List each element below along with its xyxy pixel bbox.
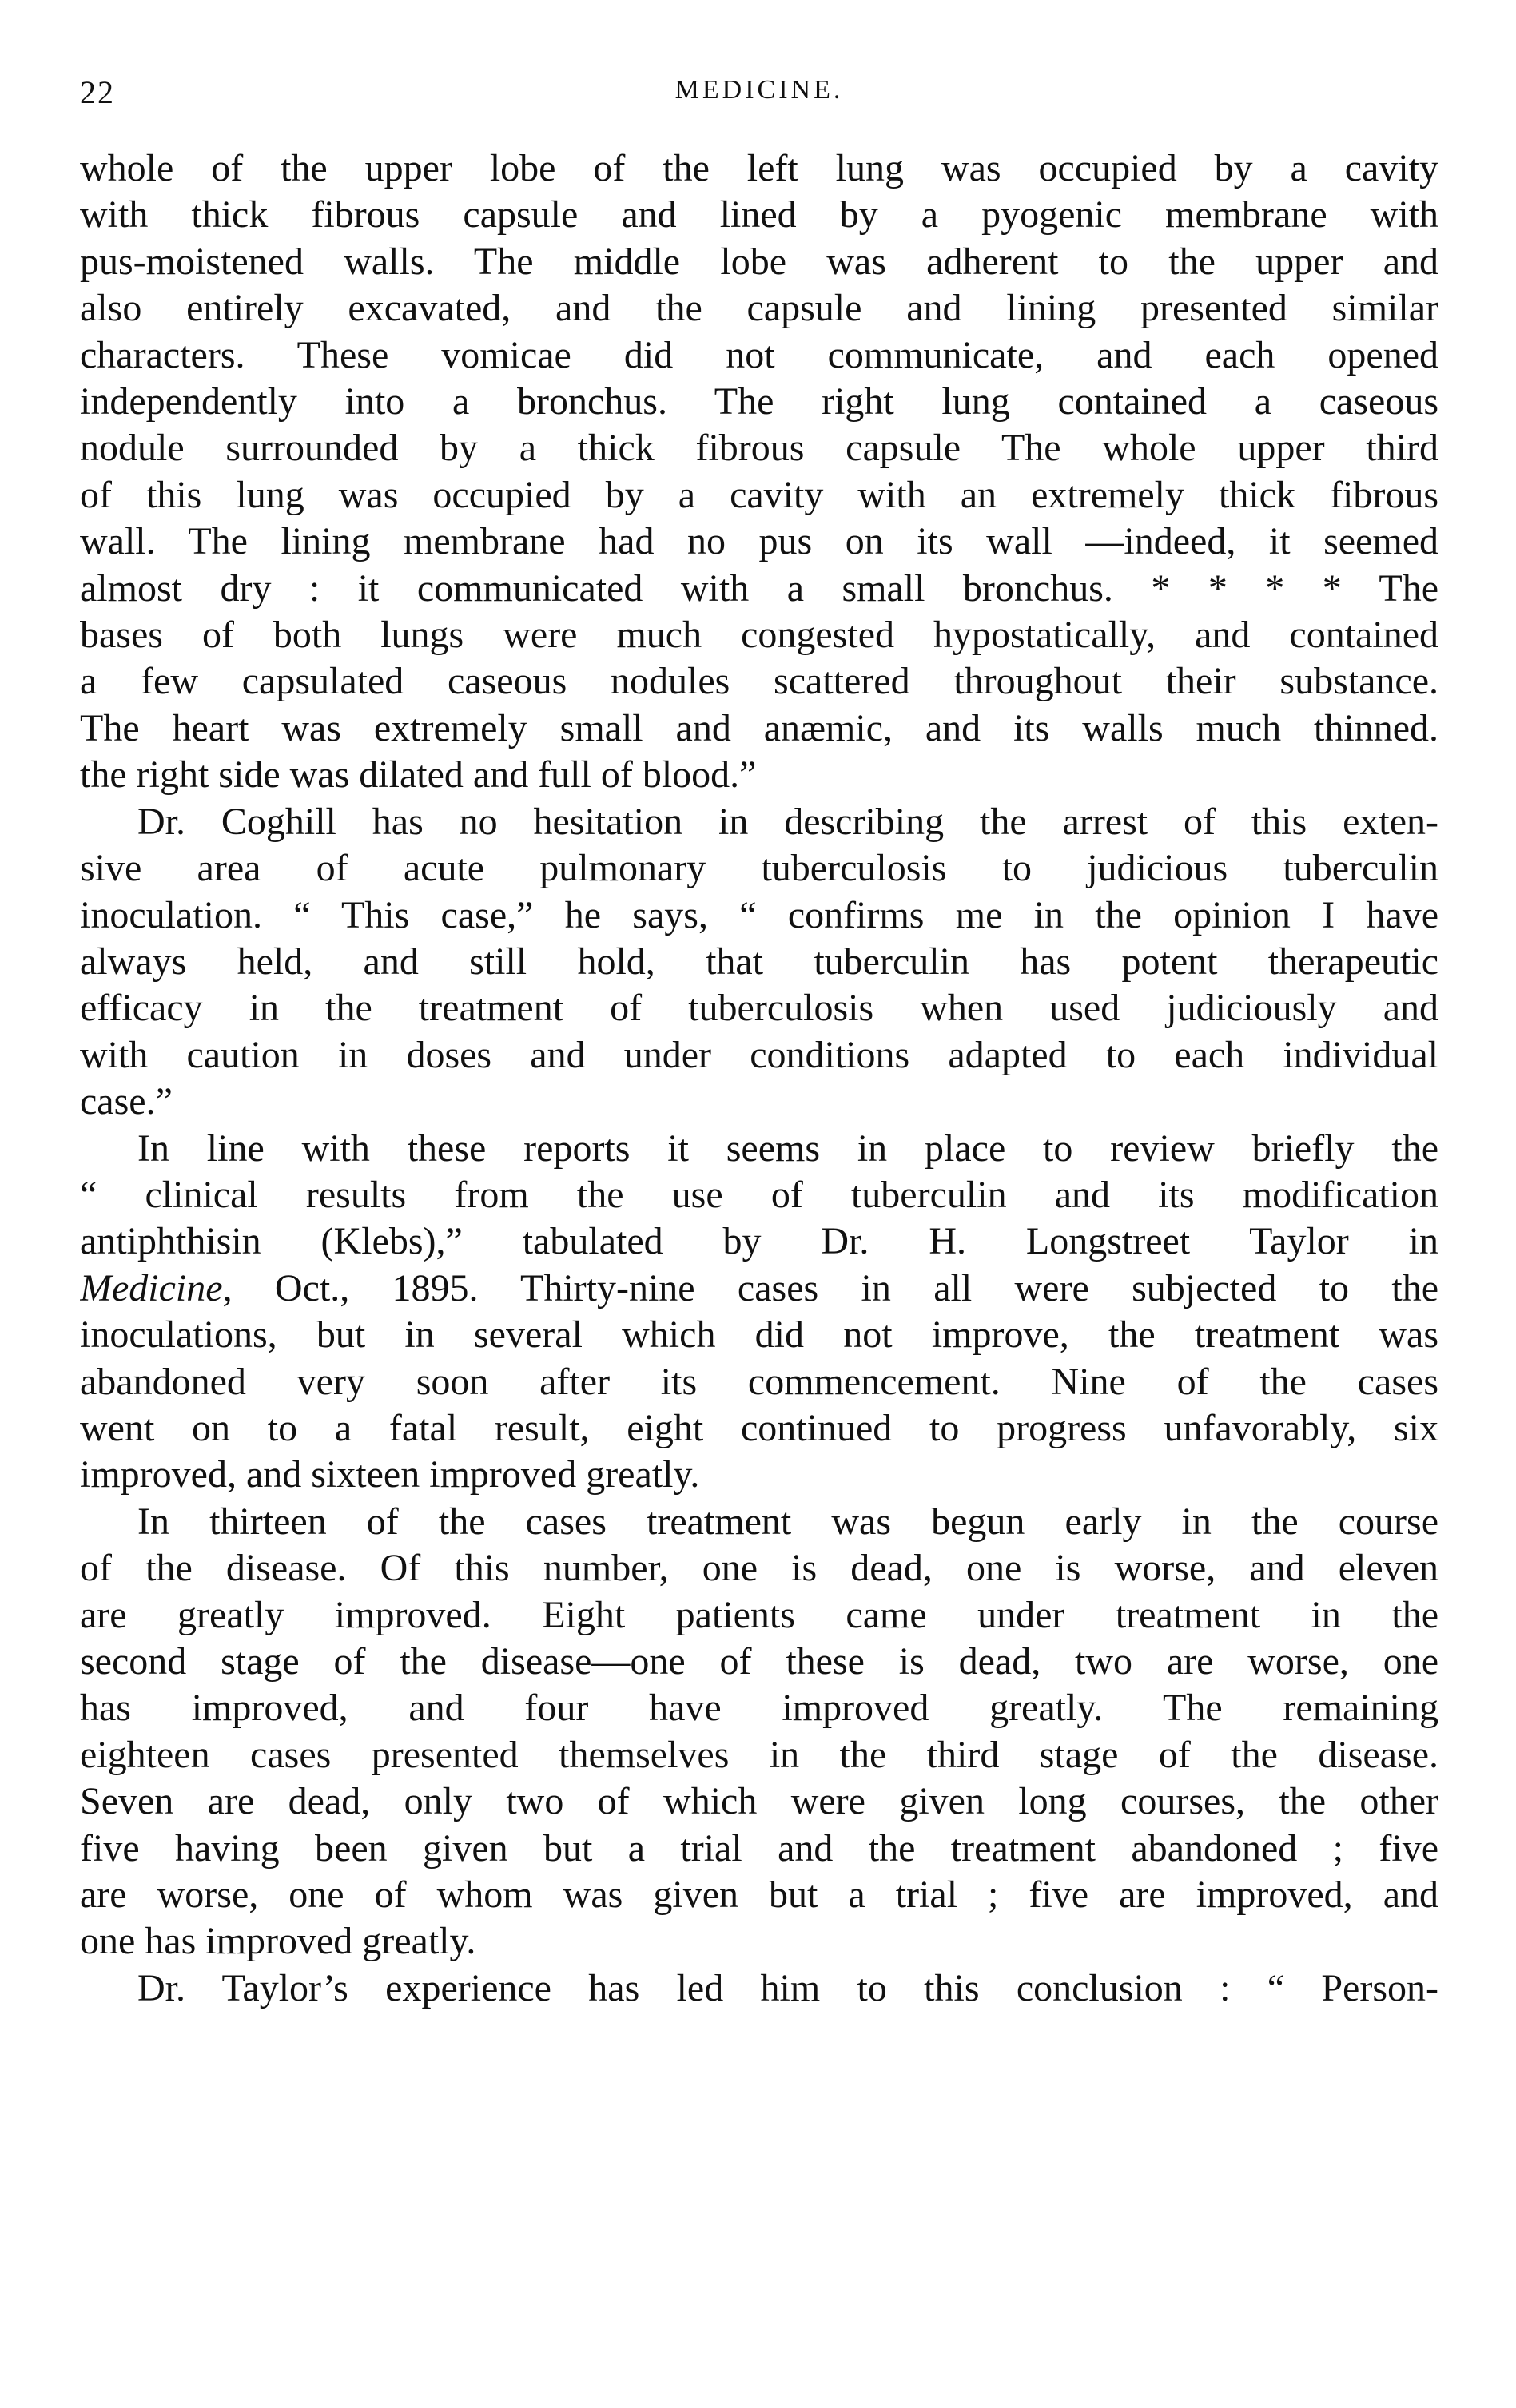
text-line: improved, and sixteen improved greatly. [80,1453,700,1496]
text-line: also entirely excavated, and the capsule and lining presented similar [80,287,1438,330]
text-line: antiphthisin (Klebs),” tabulated by Dr. H. Longstreet Taylor in [80,1220,1438,1263]
text-line: abandoned very soon after its commencement. Nine of the cases [80,1360,1438,1403]
text-line-with-italic [80,1266,1438,1312]
text-line: are greatly improved. Eight patients came under treatment in the [80,1593,1438,1636]
running-head [80,74,1438,129]
text-line: whole of the upper lobe of the left lung was occupied by a cavity [80,147,1438,189]
text-line: nodule surrounded by a thick fibrous capsule The whole upper third [80,427,1438,470]
paragraph-4 [80,1499,1438,1965]
paragraph-1 [80,145,1438,799]
paragraph-5 [80,1965,1438,2012]
text-line: one has improved greatly. [80,1920,476,1963]
text-fragment: Oct., 1895. Thirty-nine cases in all were subjected to the [232,1266,1438,1309]
text-line: with thick fibrous capsule and lined by a pyogenic membrane with [80,193,1438,236]
text-line: efficacy in the treatment of tuberculosis when used judiciously and [80,987,1438,1030]
text-line: Dr. Coghill has no hesitation in describing the arrest of this exten- [137,800,1438,843]
paragraph-2 [80,799,1438,1126]
text-line: a few capsulated caseous nodules scattered throughout their substance. [80,660,1438,703]
text-line: independently into a bronchus. The right lung contained a caseous [80,380,1438,423]
text-line: Seven are dead, only two of which were given long courses, the other [80,1780,1438,1823]
text-line: are worse, one of whom was given but a trial ; five are improved, and [80,1874,1438,1917]
text-line: of this lung was occupied by a cavity with an extremely thick fibrous [80,473,1438,516]
body-text [80,145,1438,2012]
text-line: has improved, and four have improved greatly. The remaining [80,1687,1438,1730]
text-line: second stage of the disease—one of these is dead, two are worse, one [80,1640,1438,1683]
text-line: went on to a fatal result, eight continued to progress unfavorably, six [80,1406,1438,1449]
running-title: MEDICINE. [674,75,844,105]
text-line: with caution in doses and under conditions adapted to each individual [80,1033,1438,1076]
text-line: The heart was extremely small and anæmic, and its walls much thinned. [80,706,1438,749]
text-line: characters. These vomicae did not communicate, and each opened [80,333,1438,376]
text-line: case.” [80,1080,173,1123]
text-line: wall. The lining membrane had no pus on its wall —indeed, it seemed [80,520,1438,563]
paragraph-3 [80,1126,1438,1499]
text-line: inoculations, but in several which did not improve, the treatment was [80,1313,1438,1357]
text-line: sive area of acute pulmonary tuberculosis to judicious tuberculin [80,847,1438,890]
text-line: five having been given but a trial and the treatment abandoned ; five [80,1826,1438,1870]
text-line: bases of both lungs were much congested hypostatically, and contained [80,614,1438,657]
text-line: eighteen cases presented themselves in the third stage of the disease. [80,1733,1438,1776]
text-line: pus-moistened walls. The middle lobe was adherent to the upper and [80,240,1438,283]
text-line: almost dry : it communicated with a small bronchus. * * * * The [80,566,1438,610]
text-line: In line with these reports it seems in place to review briefly the [137,1127,1438,1170]
text-line: the right side was dilated and full of blood.” [80,753,757,797]
text-line: In thirteen of the cases treatment was begun early in the course [137,1500,1438,1543]
text-line: always held, and still hold, that tuberculin has potent therapeutic [80,940,1438,983]
text-line: inoculation. “ This case,” he says, “ confirms me in the opinion I have [80,893,1438,936]
text-line: Dr. Taylor’s experience has led him to this conclusion : “ Person- [137,1966,1438,2009]
journal-title: Medicine, [80,1266,233,1309]
page-number: 22 [80,74,115,110]
text-line: “ clinical results from the use of tuberculin and its modification [80,1173,1438,1216]
text-line: of the disease. Of this number, one is dead, one is worse, and eleven [80,1547,1438,1590]
